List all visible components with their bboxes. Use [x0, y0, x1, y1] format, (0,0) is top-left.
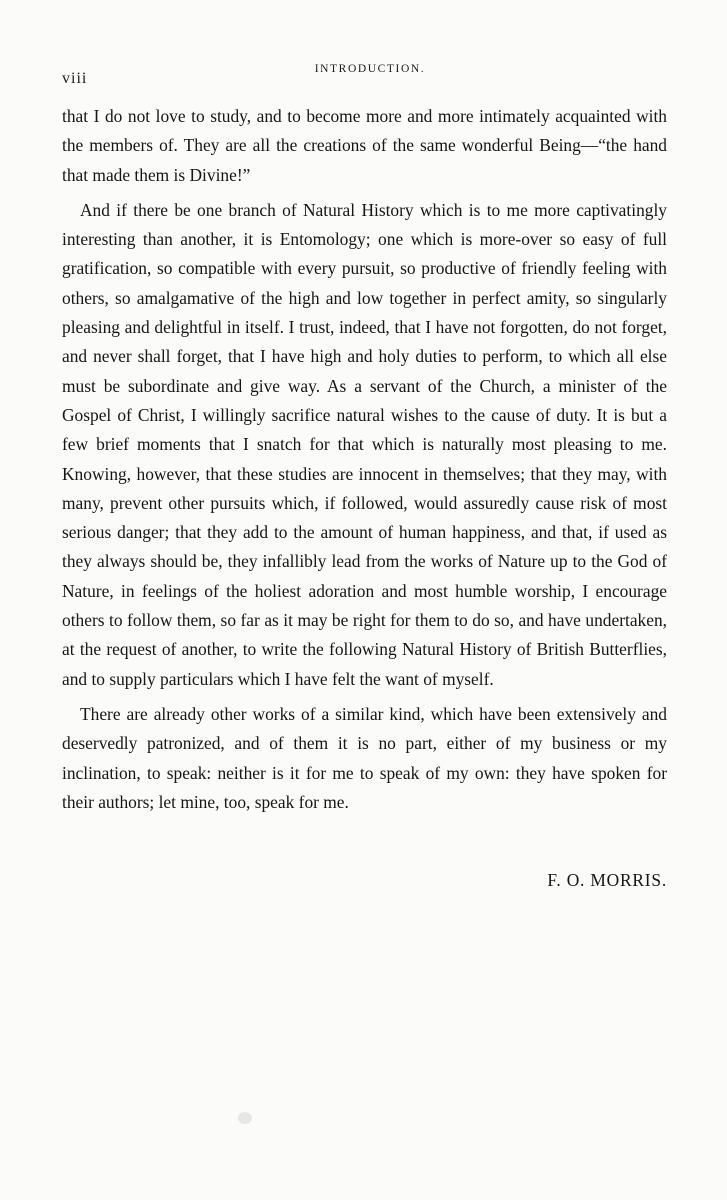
paragraph-continuation: that I do not love to study, and to become more and more intimately acquainted with the members of. They are all the creations of the same wonderful Being—“the hand that made them is Divine!” — [62, 106, 667, 185]
paragraph-entomology: And if there be one branch of Natural History which is to me more captivatingly interesting than another, it is Entomology; one which is more-over so easy of full gratification, so compatible with every pursuit, so productive of friendly feeling with others, so amalgamative of the high and low together in perfect amity, so singularly pleasing and delightful in itself. I trust, indeed, that I have not forgotten, do not forget, and never shall forget, that I have high and holy duties to perform, to which all else must be subordinate and give way. As a servant of the Church, a minister of the Gospel of Christ, I willingly sacrifice natural wishes to the cause of duty. It is but a few brief moments that I snatch for that which is naturally most pleasing to me. Knowing, however, that these studies are innocent in themselves; that they may, with many, prevent other pursuits which, if followed, would assuredly cause risk of most serious danger; that they add to the amount of human happiness, and that, if used as they always should be, they infallibly lead from the works of Nature up to the God of Nature, in feelings of the holiest adoration and most humble worship, I encourage others to follow them, so far as it may be right for them to do so, and have undertaken, at the request of another, to write the following Natural History of British Butterflies, and to supply particulars which I have felt the want of myself. — [62, 199, 667, 689]
author-signature: F. O. MORRIS. — [547, 870, 667, 890]
body-text — [62, 102, 667, 817]
paragraph-other-works: There are already other works of a similar kind, which have been extensively and deservedly patronized, and of them it is no part, either of my business or my inclination, to speak: neither is it for me to speak of my own: they have spoken for their authors; let mine, too, speak for me. — [62, 703, 667, 812]
running-title: INTRODUCTION. — [314, 63, 426, 75]
paper-stain — [238, 1112, 252, 1124]
page-number: viii — [62, 70, 88, 87]
